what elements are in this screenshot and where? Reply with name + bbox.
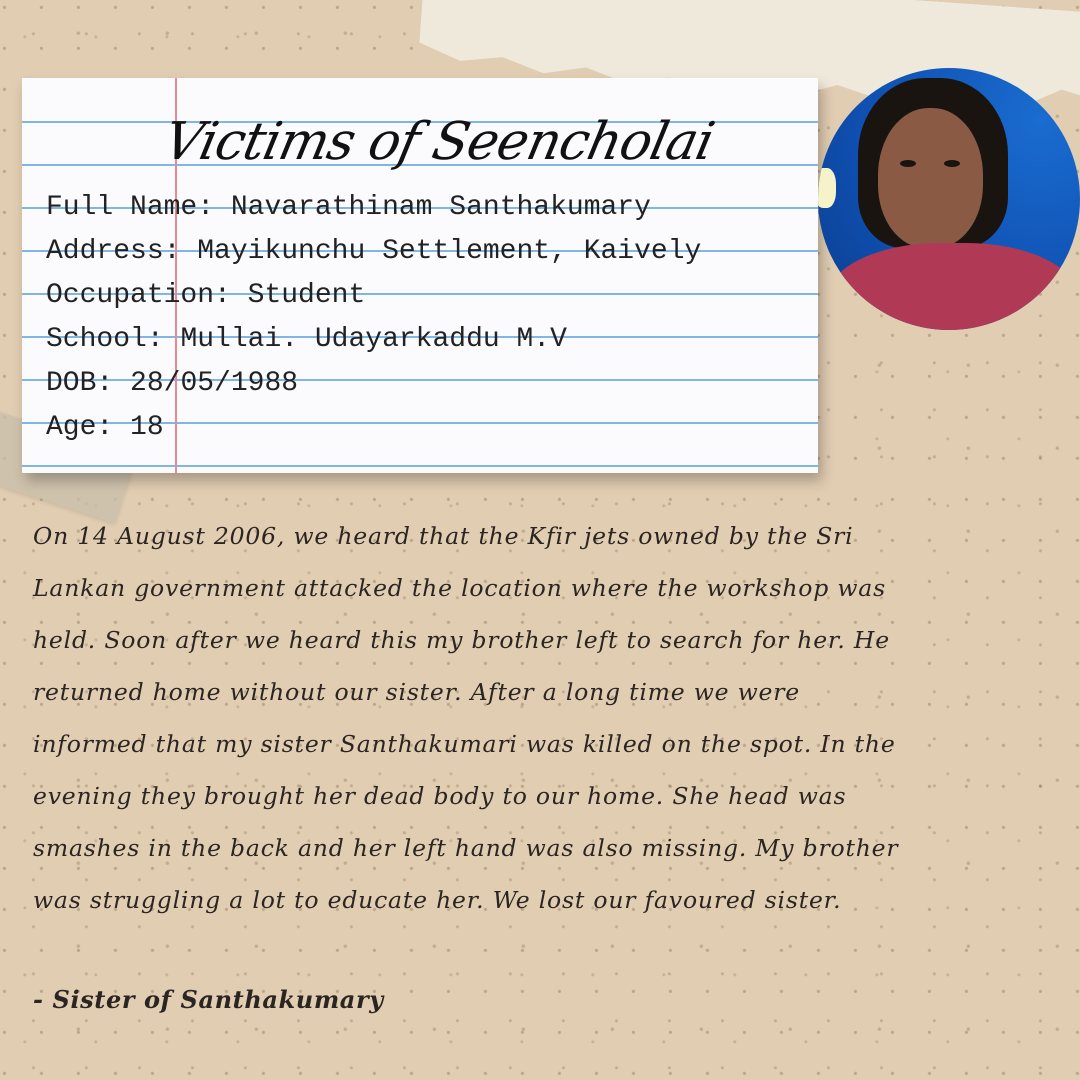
field-age: Age: 18 bbox=[46, 412, 164, 443]
testimony-line: Lankan government attacked the location where the workshop was bbox=[33, 574, 886, 602]
testimony-line: On 14 August 2006, we heard that the Kfir jets owned by the Sri bbox=[33, 522, 854, 550]
testimony-line: returned home without our sister. After a long time we were bbox=[33, 678, 801, 706]
testimony-line: smashes in the back and her left hand was also missing. My brother bbox=[33, 834, 899, 862]
field-address: Address: Mayikunchu Settlement, Kaively bbox=[46, 236, 702, 267]
field-occupation: Occupation: Student bbox=[46, 280, 366, 311]
victim-details bbox=[46, 186, 701, 450]
testimony-line: was struggling a lot to educate her. We lost our favoured sister. bbox=[33, 886, 842, 914]
victim-photo bbox=[818, 68, 1080, 330]
testimony-signature: - Sister of Santhakumary bbox=[33, 985, 384, 1014]
testimony-line: informed that my sister Santhakumari was killed on the spot. In the bbox=[33, 730, 896, 758]
field-full-name: Full Name: Navarathinam Santhakumary bbox=[46, 192, 651, 223]
field-dob: DOB: 28/05/1988 bbox=[46, 368, 299, 399]
testimony-line: evening they brought her dead body to our home. She head was bbox=[33, 782, 847, 810]
card-title: Victims of Seencholai bbox=[158, 112, 719, 172]
testimony-text bbox=[33, 510, 1033, 926]
testimony-line: held. Soon after we heard this my brother left to search for her. He bbox=[33, 626, 890, 654]
field-school: School: Mullai. Udayarkaddu M.V bbox=[46, 324, 567, 355]
